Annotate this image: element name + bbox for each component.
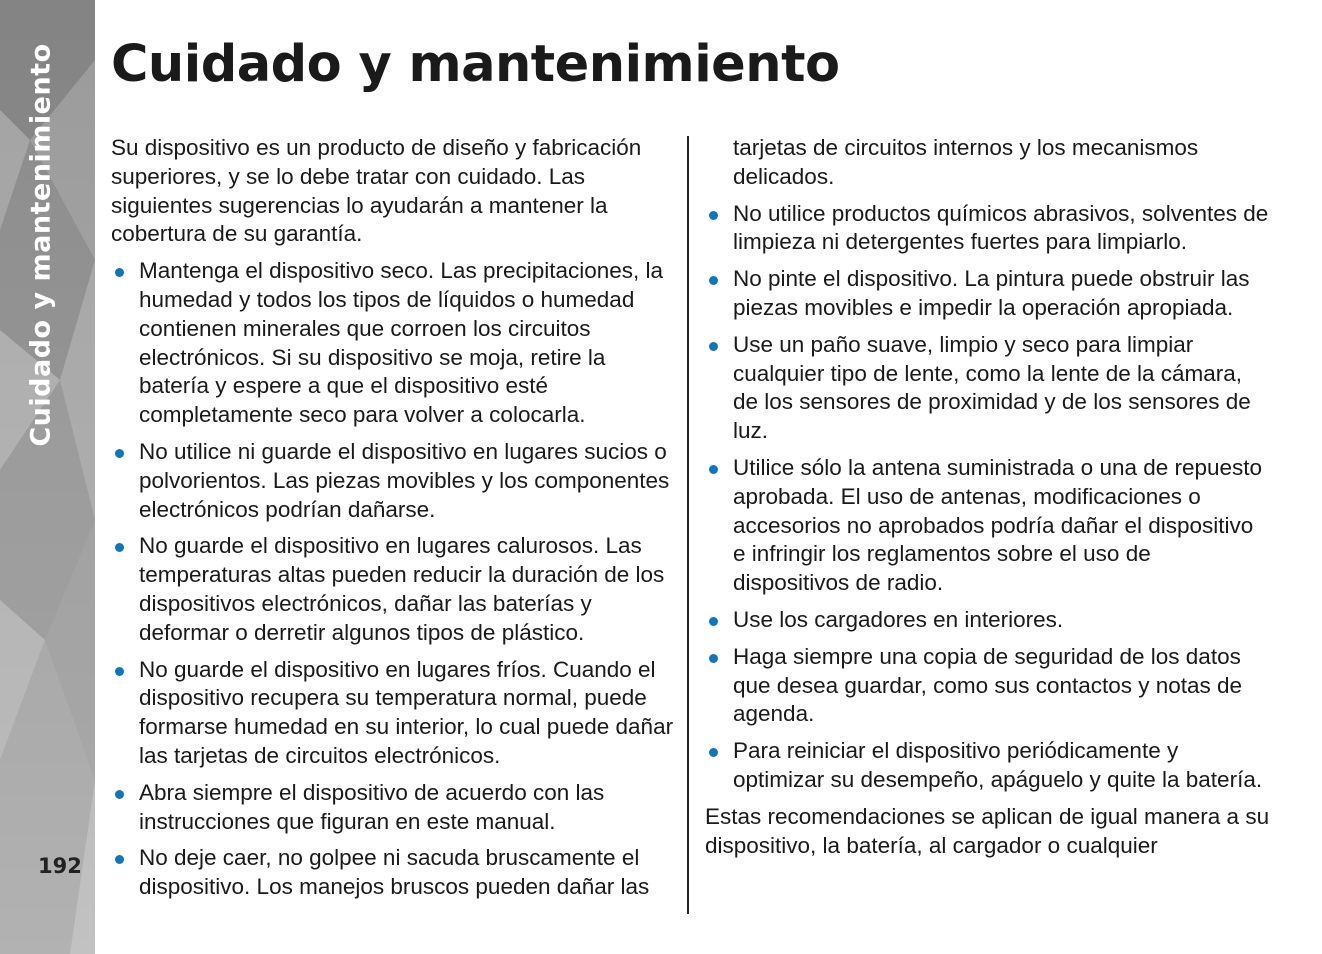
bullet-icon bbox=[709, 211, 718, 220]
bullet-icon bbox=[709, 342, 718, 351]
bullet-icon bbox=[115, 543, 124, 552]
bullet-icon bbox=[115, 855, 124, 864]
list-item bbox=[705, 200, 1270, 258]
care-list-left bbox=[111, 257, 676, 902]
list-item-text: Para reiniciar el dispositivo periódicamente y optimizar su desempeño, apáguelo y quite la batería. bbox=[733, 738, 1263, 792]
bullet-icon bbox=[709, 654, 718, 663]
list-item bbox=[111, 438, 676, 524]
list-item-text: Use un paño suave, limpio y seco para limpiar cualquier tipo de lente, como la lente de la cámara, de los sensores de proximidad y de los sensores de luz. bbox=[733, 331, 1251, 444]
closing-paragraph: Estas recomendaciones se aplican de igual manera a su dispositivo, la batería, al cargador o cualquier bbox=[705, 803, 1270, 858]
list-item bbox=[705, 265, 1270, 323]
list-item-text: No utilice productos químicos abrasivos, solventes de limpieza ni detergentes fuertes para limpiarlo. bbox=[733, 200, 1269, 255]
list-item-text: No guarde el dispositivo en lugares calurosos. Las temperaturas altas pueden reducir la duración de los dispositivos electrónicos, dañar las baterías y deformar o derretir algunos tipos de plástico. bbox=[139, 533, 665, 645]
bullet-icon bbox=[709, 465, 718, 474]
list-item bbox=[111, 257, 676, 430]
bullet-icon bbox=[709, 276, 718, 285]
column-divider bbox=[687, 136, 689, 914]
page-title: Cuidado y mantenimiento bbox=[111, 35, 840, 94]
side-tab bbox=[0, 0, 95, 954]
list-item bbox=[111, 532, 676, 647]
list-item-text: No guarde el dispositivo en lugares fríos. Cuando el dispositivo recupera su temperatura normal, puede formarse humedad en su interior, lo cual puede dañar las tarjetas de circuitos electrónicos. bbox=[139, 656, 674, 768]
right-column bbox=[705, 134, 1270, 868]
list-item bbox=[705, 331, 1270, 446]
list-item-text: No deje caer, no golpee ni sacuda bruscamente el dispositivo. Los manejos bruscos pueden dañar las bbox=[139, 845, 650, 900]
bullet-icon bbox=[115, 268, 124, 277]
list-item-text: Abra siempre el dispositivo de acuerdo con las instrucciones que figuran en este manual. bbox=[139, 779, 605, 834]
bullet-icon bbox=[115, 449, 124, 458]
list-item bbox=[705, 606, 1270, 635]
list-item-text: No pinte el dispositivo. La pintura puede obstruir las piezas movibles e impedir la operación apropiada. bbox=[733, 266, 1250, 320]
sidebar-section-title: Cuidado y mantenimiento bbox=[25, 43, 57, 447]
list-item-text: Mantenga el dispositivo seco. Las precipitaciones, la humedad y todos los tipos de líquidos o humedad contienen minerales que corroen los circuitos electrónicos. Si su dispositivo se moja, retire la batería y espere a que el dispositivo esté completamente seco para volver a colocarla. bbox=[139, 258, 664, 428]
list-item bbox=[111, 656, 676, 771]
intro-paragraph: Su dispositivo es un producto de diseño y fabricación superiores, y se lo debe tratar con cuidado. Las siguientes sugerencias lo ayudarán a mantener la cobertura de su garantía. bbox=[111, 135, 642, 247]
list-item-text: Utilice sólo la antena suministrada o una de repuesto aprobada. El uso de antenas, modificaciones o accesorios no aprobados podría dañar el dispositivo e infringir los reglamentos sobre el uso de dispositivos de radio. bbox=[733, 454, 1263, 596]
bullet-icon bbox=[709, 748, 718, 757]
list-item-text: No utilice ni guarde el dispositivo en lugares sucios o polvorientos. Las piezas movibles y los componentes electrónicos podrían dañarse. bbox=[139, 438, 670, 522]
list-item-continuation: tarjetas de circuitos internos y los mecanismos delicados. bbox=[733, 135, 1199, 189]
bullet-icon bbox=[115, 790, 124, 799]
list-item bbox=[111, 844, 676, 902]
list-item bbox=[705, 643, 1270, 729]
list-item-text: Haga siempre una copia de seguridad de los datos que desea guardar, como sus contactos y notas de agenda. bbox=[733, 643, 1243, 727]
list-item bbox=[705, 454, 1270, 598]
care-list-right bbox=[705, 200, 1270, 795]
list-item bbox=[705, 737, 1270, 795]
left-column bbox=[111, 134, 676, 910]
list-item-text: Use los cargadores en interiores. bbox=[733, 606, 1064, 632]
bullet-icon bbox=[115, 667, 124, 676]
bullet-icon bbox=[709, 617, 718, 626]
list-item bbox=[111, 779, 676, 837]
page-number: 192 bbox=[38, 854, 82, 878]
